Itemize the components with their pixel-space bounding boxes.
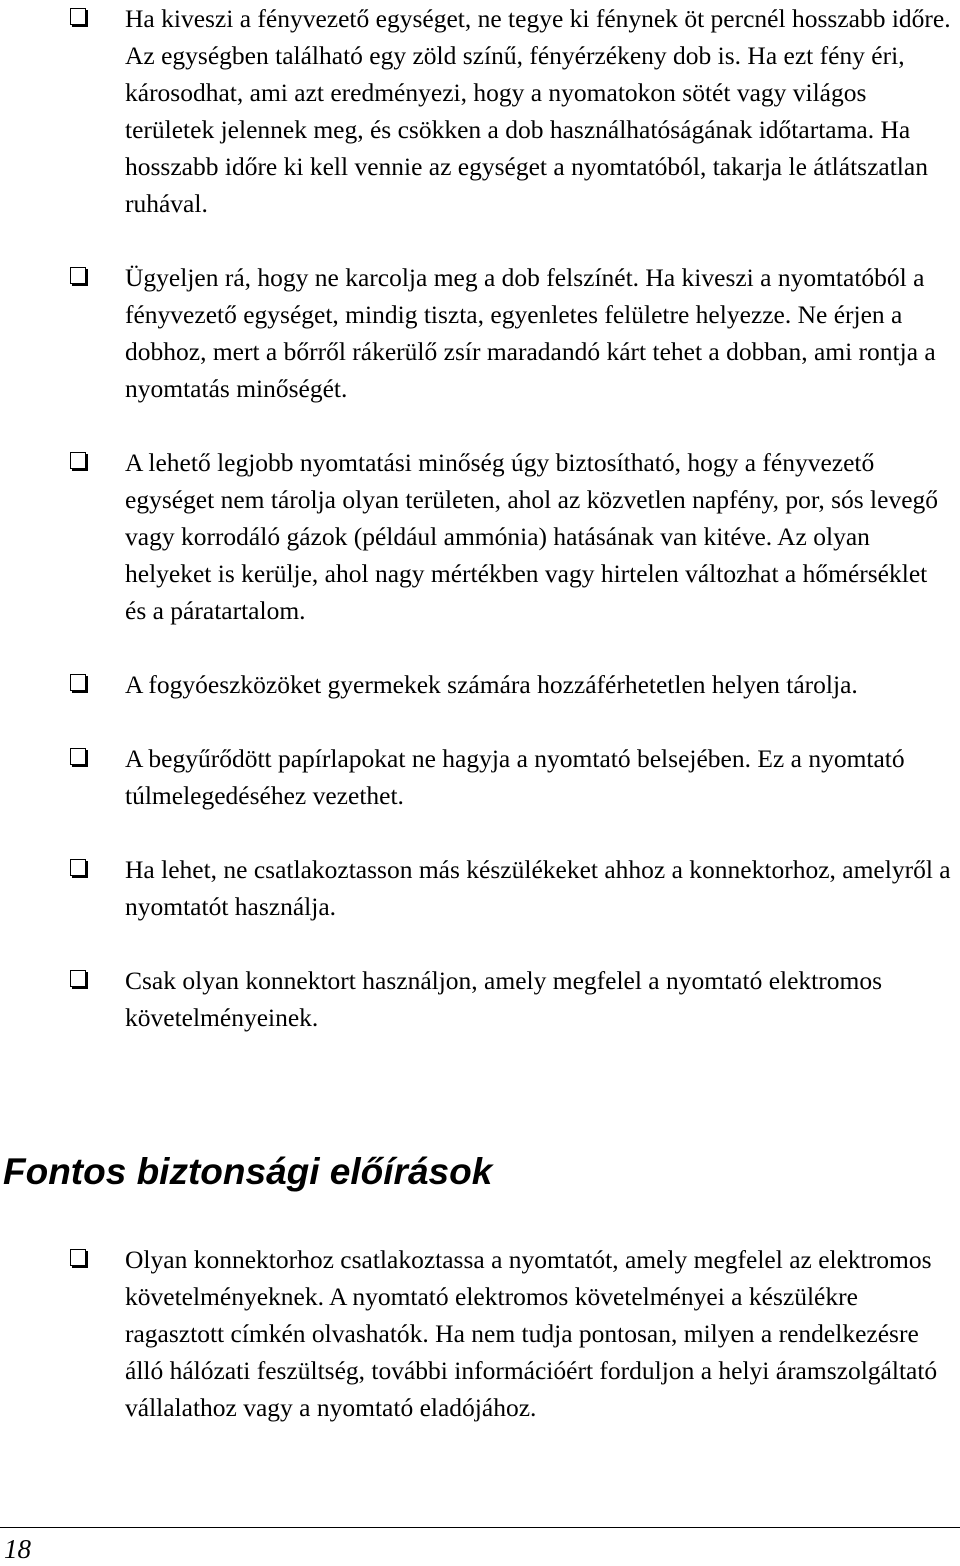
checkbox-bullet-icon: [70, 8, 86, 25]
list-item-text: A fogyóeszközöket gyermekek számára hozzáférhetetlen helyen tárolja.: [125, 670, 858, 699]
list-item: [0, 740, 960, 814]
checkbox-bullet-icon: [70, 859, 86, 876]
page-number: 18: [4, 1534, 31, 1564]
list-item-text: Ügyeljen rá, hogy ne karcolja meg a dob felszínét. Ha kiveszi a nyomtatóból a fényvezető egységet, mindig tiszta, egyenletes felületre helyezze. Ne érjen a dobhoz, mert a bőrről rákerülő zsír maradandó kárt tehet a dobban, ami rontja a nyomtatás minőségét.: [125, 263, 936, 403]
list-item: [0, 962, 960, 1036]
checkbox-bullet-icon: [70, 1249, 86, 1266]
checkbox-bullet-icon: [70, 674, 86, 691]
list-item-text: A lehető legjobb nyomtatási minőség úgy biztosítható, hogy a fényvezető egységet nem tárolja olyan területen, ahol az közvetlen napfény, por, sós levegő vagy korrodáló gázok (például ammónia) hatásának van kitéve. Az olyan helyeket is kerülje, ahol nagy mértékben vagy hirtelen változhat a hőmérséklet és a páratartalom.: [125, 448, 939, 625]
checkbox-bullet-icon: [70, 970, 86, 987]
list-item-text: Ha kiveszi a fényvezető egységet, ne tegye ki fénynek öt percnél hosszabb időre. Az egységben található egy zöld színű, fényérzékeny dob is. Ha ezt fény éri, károsodhat, ami azt eredményezi, hogy a nyomatokon sötét vagy világos területek jelennek meg, és csökken a dob használhatóságának időtartama. Ha hosszabb időre ki kell vennie az egységet a nyomtatóból, takarja le átlátszatlan ruhával.: [125, 4, 951, 218]
list-item: [0, 444, 960, 629]
list-item-text: Olyan konnektorhoz csatlakoztassa a nyomtatót, amely megfelel az elektromos követelményeknek. A nyomtató elektromos követelményei a készülékre ragasztott címkén olvashatók. Ha nem tudja pontosan, milyen a rendelkezésre álló hálózati feszültség, további információért forduljon a helyi áramszolgáltató vállalathoz vagy a nyomtató eladójához.: [125, 1245, 938, 1422]
list-item: [0, 851, 960, 925]
section-heading: Fontos biztonsági előírások: [3, 1151, 493, 1192]
list-item: [0, 259, 960, 407]
list-item: [0, 0, 960, 222]
list-item-text: Ha lehet, ne csatlakoztasson más készülékeket ahhoz a konnektorhoz, amelyről a nyomtatót használja.: [125, 855, 951, 921]
safety-list: [0, 1241, 960, 1426]
list-item: [0, 666, 960, 703]
checkbox-bullet-icon: [70, 748, 86, 765]
list-item: [0, 1241, 960, 1426]
footer-divider: [0, 1527, 960, 1528]
checkbox-bullet-icon: [70, 452, 86, 469]
list-item-text: A begyűrődött papírlapokat ne hagyja a nyomtató belsejében. Ez a nyomtató túlmelegedéséhez vezethet.: [125, 744, 905, 810]
checkbox-bullet-icon: [70, 267, 86, 284]
list-item-text: Csak olyan konnektort használjon, amely megfelel a nyomtató elektromos követelményeinek.: [125, 966, 883, 1032]
